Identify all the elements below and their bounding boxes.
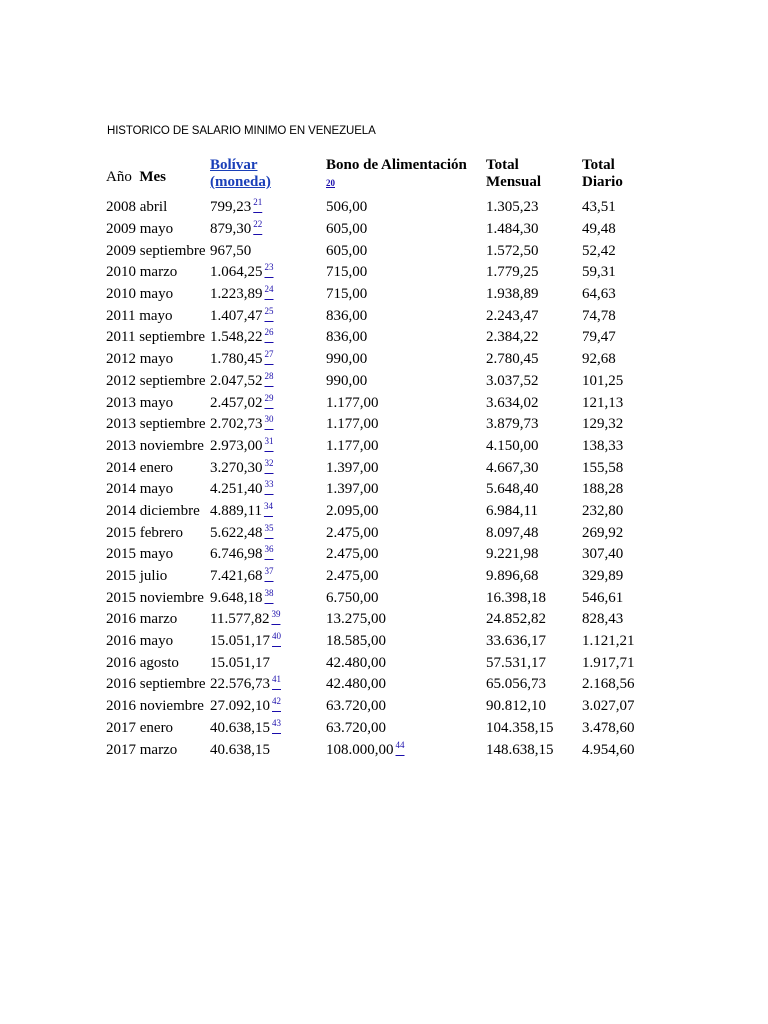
cell-bolivar-value: 879,30 (210, 221, 252, 238)
table-row (104, 609, 654, 631)
cell-bolivar (208, 305, 324, 327)
cell-total-mensual: 1.305,23 (486, 199, 539, 216)
cell-bono-value: 108.000,00 (326, 741, 394, 758)
cell-bolivar-value: 2.973,00 (210, 437, 263, 454)
cell-bono (324, 197, 484, 219)
cell-periodo: 2016 mayo (106, 633, 174, 650)
cell-total-diario: 79,47 (582, 329, 616, 346)
cell-total-diario: 546,61 (582, 589, 624, 606)
footnote-link[interactable] (270, 698, 281, 714)
cell-bolivar (208, 327, 324, 349)
footnote-link[interactable] (251, 221, 262, 237)
footnote-link[interactable] (270, 676, 281, 692)
footnote-link[interactable] (263, 568, 274, 584)
cell-periodo: 2016 noviembre (106, 698, 204, 715)
cell-bono-value: 836,00 (326, 329, 368, 346)
cell-bolivar (208, 197, 324, 219)
cell-total-mensual: 3.634,02 (486, 394, 539, 411)
cell-bono-value: 42.480,00 (326, 676, 386, 693)
cell-bono (324, 544, 484, 566)
cell-total-diario: 269,92 (582, 524, 624, 541)
cell-bolivar (208, 587, 324, 609)
table-row (104, 631, 654, 653)
table-row (104, 327, 654, 349)
cell-bolivar (208, 544, 324, 566)
header-total-mensual-line2: Mensual (486, 174, 542, 190)
cell-periodo: 2014 diciembre (106, 502, 200, 519)
footnote-link[interactable] (251, 199, 262, 215)
footnote-link[interactable] (263, 522, 274, 541)
cell-bono (324, 718, 484, 740)
cell-total-mensual: 1.572,50 (486, 242, 539, 259)
cell-total-diario: 307,40 (582, 546, 624, 563)
footnote-ref: 41 (272, 674, 281, 685)
cell-total-diario: 43,51 (582, 199, 616, 216)
cell-bolivar-value: 40.638,15 (210, 741, 270, 758)
cell-total-mensual: 1.484,30 (486, 221, 539, 238)
cell-total-diario: 49,48 (582, 221, 616, 238)
salary-table (104, 157, 654, 761)
bolivar-link[interactable] (210, 157, 271, 190)
cell-periodo: 2013 noviembre (106, 437, 204, 454)
table-row (104, 305, 654, 327)
cell-bono-value: 1.177,00 (326, 416, 379, 433)
footnote-link[interactable] (263, 416, 274, 432)
cell-periodo: 2015 mayo (106, 546, 174, 563)
cell-total-mensual: 65.056,73 (486, 676, 546, 693)
cell-bolivar (208, 652, 324, 674)
cell-bono-value: 42.480,00 (326, 654, 386, 671)
table-row (104, 414, 654, 436)
footnote-ref: 44 (395, 739, 405, 750)
cell-total-mensual: 6.984,11 (486, 502, 538, 519)
table-row (104, 479, 654, 501)
cell-bono-value: 2.475,00 (326, 568, 379, 585)
footnote-link[interactable] (262, 500, 273, 519)
cell-bono (324, 566, 484, 588)
cell-total-diario: 4.954,60 (582, 741, 635, 758)
cell-periodo: 2017 marzo (106, 741, 178, 758)
cell-total-diario: 329,89 (582, 568, 624, 585)
table-row (104, 696, 654, 718)
cell-periodo: 2010 mayo (106, 286, 174, 303)
cell-total-mensual: 2.384,22 (486, 329, 539, 346)
cell-bolivar-value: 3.270,30 (210, 459, 263, 476)
header-total-diario-line1: Total (582, 157, 615, 173)
cell-total-diario: 1.121,21 (582, 633, 635, 650)
cell-total-diario: 3.027,07 (582, 698, 635, 715)
header-bono-label: Bono de Alimentación (326, 157, 467, 173)
cell-bolivar-value: 6.746,98 (210, 546, 263, 563)
footnote-ref: 43 (272, 717, 281, 728)
cell-bolivar-value: 40.638,15 (210, 719, 270, 736)
cell-bolivar-value: 22.576,73 (210, 676, 270, 693)
footnote-ref: 40 (272, 631, 281, 642)
footnote-link[interactable] (263, 435, 274, 454)
cell-total-diario: 129,32 (582, 416, 624, 433)
cell-bono (324, 371, 484, 393)
cell-periodo: 2010 marzo (106, 264, 178, 281)
cell-bono-value: 605,00 (326, 221, 368, 238)
table-row (104, 566, 654, 588)
cell-total-mensual: 1.779,25 (486, 264, 539, 281)
cell-total-mensual: 2.780,45 (486, 351, 539, 368)
footnote-link[interactable] (263, 286, 274, 302)
footnote-link[interactable] (270, 717, 281, 736)
header-total-mensual (484, 157, 580, 197)
table-row (104, 219, 654, 241)
cell-total-diario: 2.168,56 (582, 676, 635, 693)
table-row (104, 522, 654, 544)
footnote-ref: 25 (264, 305, 274, 316)
cell-bono (324, 240, 484, 262)
cell-bolivar-value: 5.622,48 (210, 524, 263, 541)
footnote-ref: 27 (264, 349, 274, 360)
footnote-ref: 33 (264, 479, 274, 490)
cell-bono-value: 990,00 (326, 351, 368, 368)
cell-bono (324, 739, 484, 761)
table-row (104, 739, 654, 761)
cell-periodo: 2008 abril (106, 199, 168, 216)
cell-bolivar (208, 371, 324, 393)
table-row (104, 436, 654, 458)
cell-bono (324, 457, 484, 479)
cell-bono-value: 2.475,00 (326, 524, 379, 541)
cell-total-mensual: 33.636,17 (486, 633, 546, 650)
table-row (104, 587, 654, 609)
cell-bono-value: 605,00 (326, 242, 368, 259)
cell-bolivar-value: 967,50 (210, 242, 252, 259)
cell-periodo: 2011 septiembre (106, 329, 206, 346)
cell-total-diario: 188,28 (582, 481, 624, 498)
cell-total-mensual: 3.879,73 (486, 416, 539, 433)
cell-bono-value: 715,00 (326, 264, 368, 281)
cell-periodo: 2016 agosto (106, 654, 179, 671)
cell-total-mensual: 5.648,40 (486, 481, 539, 498)
cell-periodo: 2015 noviembre (106, 589, 204, 606)
cell-bolivar-value: 2.457,02 (210, 394, 263, 411)
cell-bono-value: 1.177,00 (326, 437, 379, 454)
cell-periodo: 2014 mayo (106, 481, 174, 498)
footnote-ref: 21 (253, 197, 263, 208)
footnote-ref: 28 (264, 370, 274, 381)
cell-bono-value: 1.397,00 (326, 459, 379, 476)
footnote-ref: 29 (264, 392, 274, 403)
cell-bono-value: 1.397,00 (326, 481, 379, 498)
cell-bolivar (208, 674, 324, 696)
cell-bono (324, 652, 484, 674)
header-bolivar-line2: (moneda) (210, 174, 271, 190)
cell-bolivar (208, 349, 324, 371)
header-bono (324, 157, 484, 197)
cell-bono (324, 219, 484, 241)
cell-bolivar-value: 1.780,45 (210, 351, 263, 368)
table-row (104, 284, 654, 306)
cell-total-mensual: 9.221,98 (486, 546, 539, 563)
cell-bolivar (208, 631, 324, 653)
footnote-ref: 32 (264, 457, 274, 468)
cell-bono (324, 587, 484, 609)
header-bolivar (208, 157, 324, 197)
cell-total-diario: 101,25 (582, 372, 624, 389)
cell-total-diario: 52,42 (582, 242, 616, 259)
footnote-link[interactable] (263, 392, 274, 411)
table-row (104, 457, 654, 479)
cell-total-diario: 138,33 (582, 437, 624, 454)
cell-bono (324, 674, 484, 696)
cell-total-diario: 828,43 (582, 611, 624, 628)
cell-bolivar-value: 4.251,40 (210, 481, 263, 498)
footnote-link[interactable] (263, 329, 274, 345)
cell-periodo: 2015 febrero (106, 524, 184, 541)
footnote-link[interactable] (269, 611, 280, 627)
cell-total-diario: 64,63 (582, 286, 616, 303)
cell-periodo: 2012 septiembre (106, 372, 206, 389)
footnote-ref: 37 (264, 566, 274, 577)
cell-bono (324, 262, 484, 284)
header-total-diario (580, 157, 654, 197)
cell-bolivar-value: 1.064,25 (210, 264, 263, 281)
table-row (104, 718, 654, 740)
cell-bolivar (208, 240, 324, 262)
footnote-link[interactable] (394, 739, 405, 758)
cell-periodo: 2016 septiembre (106, 676, 206, 693)
cell-total-diario: 74,78 (582, 307, 616, 324)
cell-bolivar-value: 1.407,47 (210, 307, 263, 324)
cell-bono (324, 631, 484, 653)
cell-bolivar (208, 696, 324, 718)
cell-bono-value: 18.585,00 (326, 633, 386, 650)
footnote-ref: 23 (264, 262, 274, 273)
cell-periodo: 2016 marzo (106, 611, 178, 628)
cell-total-mensual: 16.398,18 (486, 589, 546, 606)
table-row (104, 349, 654, 371)
cell-bolivar-value: 7.421,68 (210, 568, 263, 585)
cell-total-mensual: 8.097,48 (486, 524, 539, 541)
cell-bolivar-value: 15.051,17 (210, 654, 270, 671)
footnote-ref: 39 (271, 609, 281, 620)
cell-bolivar (208, 501, 324, 523)
cell-total-diario: 121,13 (582, 394, 624, 411)
table-row (104, 544, 654, 566)
table-row (104, 262, 654, 284)
cell-bono (324, 696, 484, 718)
cell-periodo: 2009 mayo (106, 221, 174, 238)
table-body (104, 197, 654, 761)
table-row (104, 501, 654, 523)
cell-bolivar-value: 1.223,89 (210, 286, 263, 303)
cell-bolivar (208, 522, 324, 544)
cell-bolivar (208, 436, 324, 458)
footnote-link[interactable] (263, 351, 274, 367)
header-anio: Año (106, 168, 132, 185)
cell-bolivar (208, 566, 324, 588)
cell-total-mensual: 104.358,15 (486, 719, 554, 736)
cell-bono-value: 506,00 (326, 199, 368, 216)
cell-bolivar (208, 718, 324, 740)
footnote-link[interactable] (263, 264, 274, 280)
cell-total-mensual: 9.896,68 (486, 568, 539, 585)
cell-periodo: 2012 mayo (106, 351, 174, 368)
cell-bolivar (208, 609, 324, 631)
cell-bono (324, 414, 484, 436)
footnote-ref: 22 (253, 219, 263, 230)
footnote-ref: 24 (264, 284, 274, 295)
header-bolivar-line1: Bolívar (210, 157, 258, 173)
cell-bolivar-value: 27.092,10 (210, 698, 270, 715)
footnote-ref: 20 (326, 178, 335, 188)
cell-periodo: 2015 julio (106, 568, 168, 585)
cell-periodo: 2013 septiembre (106, 416, 206, 433)
cell-bono-value: 63.720,00 (326, 719, 386, 736)
cell-bono-value: 13.275,00 (326, 611, 386, 628)
cell-bono (324, 501, 484, 523)
cell-bono-value: 6.750,00 (326, 589, 379, 606)
cell-total-mensual: 57.531,17 (486, 654, 546, 671)
cell-total-diario: 155,58 (582, 459, 624, 476)
footnote-ref: 26 (264, 327, 274, 338)
footnote-ref: 42 (272, 696, 281, 707)
cell-total-mensual: 2.243,47 (486, 307, 539, 324)
cell-total-diario: 59,31 (582, 264, 616, 281)
cell-periodo: 2014 enero (106, 459, 174, 476)
cell-bono (324, 349, 484, 371)
cell-total-mensual: 148.638,15 (486, 741, 554, 758)
cell-periodo: 2011 mayo (106, 307, 173, 324)
cell-bolivar (208, 219, 324, 241)
cell-periodo: 2009 septiembre (106, 242, 206, 259)
cell-bolivar (208, 457, 324, 479)
footnote-link[interactable] (263, 587, 274, 606)
footnote-link[interactable] (263, 457, 274, 476)
cell-total-diario: 232,80 (582, 502, 624, 519)
table-row (104, 371, 654, 393)
cell-bono (324, 436, 484, 458)
cell-total-diario: 92,68 (582, 351, 616, 368)
footnote-link[interactable] (263, 546, 274, 562)
cell-bono (324, 284, 484, 306)
cell-bono-value: 990,00 (326, 372, 368, 389)
table-row (104, 197, 654, 219)
cell-bolivar-value: 2.047,52 (210, 372, 263, 389)
cell-total-mensual: 24.852,82 (486, 611, 546, 628)
table-row (104, 392, 654, 414)
cell-bono (324, 479, 484, 501)
footnote-ref: 35 (264, 522, 274, 533)
cell-bono (324, 392, 484, 414)
table-header-row (104, 157, 654, 197)
cell-periodo: 2013 mayo (106, 394, 174, 411)
cell-bolivar-value: 11.577,82 (210, 611, 270, 628)
cell-bono (324, 522, 484, 544)
table-row (104, 240, 654, 262)
footnote-ref: 34 (263, 500, 273, 511)
cell-bono-value: 715,00 (326, 286, 368, 303)
cell-bolivar-value: 1.548,22 (210, 329, 263, 346)
cell-bono-value: 2.095,00 (326, 502, 379, 519)
footnote-ref: 31 (264, 435, 274, 446)
header-mes: Mes (139, 168, 166, 185)
cell-bolivar (208, 414, 324, 436)
cell-periodo: 2017 enero (106, 719, 174, 736)
cell-bono-value: 63.720,00 (326, 698, 386, 715)
header-anio-mes (104, 157, 208, 197)
cell-total-mensual: 3.037,52 (486, 372, 539, 389)
table-row (104, 674, 654, 696)
cell-total-mensual: 4.150,00 (486, 437, 539, 454)
cell-bolivar-value: 799,23 (210, 199, 252, 216)
cell-total-diario: 3.478,60 (582, 719, 635, 736)
cell-bolivar-value: 9.648,18 (210, 589, 263, 606)
table-row (104, 652, 654, 674)
cell-bolivar (208, 262, 324, 284)
footnote-ref: 36 (264, 544, 274, 555)
footnote-ref: 30 (264, 414, 274, 425)
cell-total-mensual: 90.812,10 (486, 698, 546, 715)
header-bono-ref-link[interactable] (326, 174, 335, 190)
header-total-mensual-line1: Total (486, 157, 519, 173)
cell-bolivar (208, 284, 324, 306)
footnote-link[interactable] (263, 370, 274, 389)
cell-bono (324, 327, 484, 349)
cell-bolivar-value: 4.889,11 (210, 502, 262, 519)
cell-bolivar-value: 15.051,17 (210, 633, 270, 650)
header-total-diario-line2: Diario (582, 174, 623, 190)
cell-bono-value: 2.475,00 (326, 546, 379, 563)
cell-total-mensual: 4.667,30 (486, 459, 539, 476)
cell-bolivar (208, 739, 324, 761)
cell-bolivar (208, 479, 324, 501)
footnote-link[interactable] (263, 305, 274, 324)
cell-bono-value: 836,00 (326, 307, 368, 324)
cell-total-mensual: 1.938,89 (486, 286, 539, 303)
cell-bono-value: 1.177,00 (326, 394, 379, 411)
footnote-link[interactable] (270, 633, 281, 649)
footnote-link[interactable] (263, 481, 274, 497)
cell-total-diario: 1.917,71 (582, 654, 635, 671)
cell-bono (324, 609, 484, 631)
document-title: HISTORICO DE SALARIO MINIMO EN VENEZUELA (107, 125, 376, 137)
cell-bolivar (208, 392, 324, 414)
cell-bolivar-value: 2.702,73 (210, 416, 263, 433)
footnote-ref: 38 (264, 587, 274, 598)
cell-bono (324, 305, 484, 327)
